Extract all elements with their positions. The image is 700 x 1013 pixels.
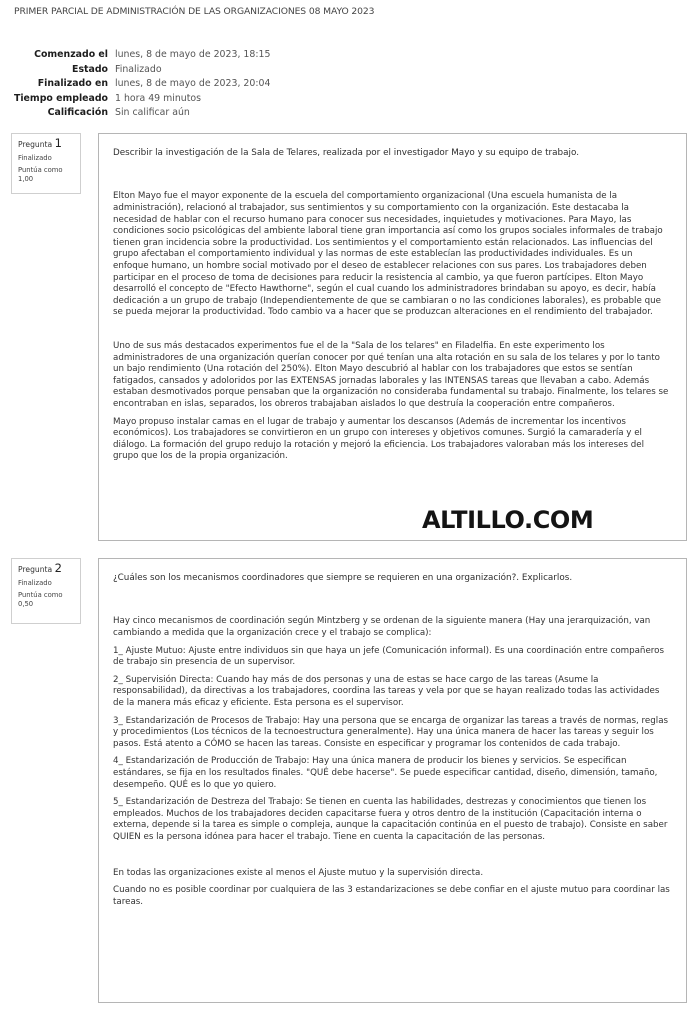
- summary-label: Calificación: [47, 107, 108, 119]
- question-label: Pregunta: [18, 140, 53, 149]
- question-2-info: [11, 558, 81, 624]
- grade-value: 0,50: [18, 600, 34, 608]
- answer-paragraph: En todas las organizaciones existe al menos el Ajuste mutuo y la supervisión directa.: [113, 867, 484, 878]
- watermark-logo: ALTILLO.COM: [422, 506, 594, 534]
- summary-label: Finalizado en: [37, 78, 108, 90]
- answer-paragraph: 1_ Ajuste Mutuo: Ajuste entre individuos sin que haya un jefe (Comunicación informal). Es una coordinación entre compañeros de trabajo sin presencia de un supervisor.: [113, 645, 665, 668]
- answer-paragraph: Uno de sus más destacados experimentos fue el de la "Sala de los telares" en Filadelfia. En este experimento los administradores de una organización querían conocer por qué tenían una alta rotación en su sala de los telares y por lo tanto un bajo rendimiento (Una rotación del 250%). Elton Mayo descubrió al hablar con los trabajadores que estos se sentían fatigados, cansados y adoloridos por las EXTENSAS jornadas laborales y las INTENSAS tareas que llevaban a cabo. Además estaban desmotivados porque pensaban que la organización no consideraba fundamental su trabajo. Finalmente, los telares se encontraban en islas, separados, los obreros trabajaban aislados lo que destruía la cooperación entre compañeros.: [113, 340, 669, 409]
- question-grade: [18, 591, 75, 609]
- summary-value: lunes, 8 de mayo de 2023, 18:15: [115, 49, 271, 60]
- attempt-summary: [0, 48, 700, 121]
- question-text: Describir la investigación de la Sala de Telares, realizada por el investigador Mayo y su equipo de trabajo.: [113, 148, 580, 158]
- question-2-content: [98, 558, 687, 1003]
- question-state: Finalizado: [18, 154, 52, 162]
- grade-value: 1,00: [18, 175, 34, 183]
- summary-label: Estado: [72, 63, 108, 75]
- answer-paragraph: 3_ Estandarización de Procesos de Trabajo: Hay una persona que se encarga de organizar las tareas a través de normas, reglas y procedimientos (Los técnicos de la tecnoestructura generalmente). Hay una única manera de hacer las tareas y seguir los pasos. Está atento a CÓMO se hacen las tareas. Consiste en especificar y programar los contenidos de cada trabajo.: [113, 715, 669, 749]
- answer-paragraph: 4_ Estandarización de Producción de Trabajo: Hay una única manera de producir los bienes y servicios. Se especifican estándares, se fija en los resultados finales. "QUÉ debe hacerse". Se puede especificar cantidad, diseño, dimensión, tamaño, desempeño. QUÉ es lo que yo quiero.: [113, 756, 658, 790]
- answer-text: [113, 616, 670, 908]
- summary-label: Tiempo empleado: [13, 92, 108, 104]
- question-state: Finalizado: [18, 579, 52, 587]
- question-1-content: [98, 133, 687, 541]
- answer-paragraph: 2_ Supervisión Directa: Cuando hay más de dos personas y una de estas se hace cargo de las tareas (Asume la responsabilidad), da directivas a los trabajadores, coordina las tareas y vela por que se hayan realizado todas las actividades de la manera más eficaz y eficiente. Esta persona es el supervisor.: [113, 674, 660, 708]
- question-number: [18, 138, 75, 150]
- summary-row-grade: [0, 106, 700, 121]
- answer-paragraph: Cuando no es posible coordinar por cualquiera de las 3 estandarizaciones se debe confiar en el ajuste mutuo para coordinar las tareas.: [113, 885, 670, 907]
- page-title: PRIMER PARCIAL DE ADMINISTRACIÓN DE LAS ORGANIZACIONES 08 MAYO 2023: [14, 6, 375, 17]
- answer-paragraph: 5_ Estandarización de Destreza del Trabajo: Se tienen en cuenta las habilidades, destrezas y conocimientos que tienen los empleados. Muchos de los trabajadores deciden capacitarse fuera y otros dentro de la institución (Capacitación interna o externa, depende si la tarea es simple o compleja, aunque la capacitación continúa en el puesto de trabajo). Consiste en saber QUIEN es la persona idónea para hacer el trabajo. Tiene en cuenta la capacitación de las personas.: [113, 797, 668, 842]
- summary-value: Finalizado: [115, 63, 162, 75]
- question-grade: [18, 166, 75, 184]
- question-number-value: 2: [54, 561, 62, 575]
- summary-row-time-taken: [0, 92, 700, 107]
- summary-label: Comenzado el: [34, 49, 108, 60]
- summary-row-finished: [0, 77, 700, 92]
- grade-label: Puntúa como: [18, 591, 63, 599]
- answer-paragraph: Mayo propuso instalar camas en el lugar de trabajo y aumentar los descansos (Además de incrementar los incentivos económicos). Los trabajadores se convirtieron en un grupo con intereses y objetivos comunes. Surgió la camaradería y el diálogo. La formación del grupo redujo la rotación y mejoró la eficiencia. Los trabajadores valoraban más los intereses del grupo que los de la propia organización.: [113, 416, 645, 462]
- question-label: Pregunta: [18, 565, 53, 574]
- question-1-info: [11, 133, 81, 194]
- summary-row-state: [0, 63, 700, 78]
- summary-value: 1 hora 49 minutos: [115, 92, 202, 104]
- grade-label: Puntúa como: [18, 166, 63, 174]
- summary-value: lunes, 8 de mayo de 2023, 20:04: [115, 78, 271, 90]
- answer-paragraph: Hay cinco mecanismos de coordinación según Mintzberg y se ordenan de la siguiente manera (Hay una jerarquización, van cambiando a medida que la organización crece y el trabajo se complica):: [113, 616, 651, 638]
- answer-paragraph: Elton Mayo fue el mayor exponente de la escuela del comportamiento organizacional (Una escuela humanista de la administración), relacionó al trabajador, sus sentimientos y su comportamiento con la organización. Este destacaba la necesidad de hablar con el recurso humano para conocer sus necesidades, inquietudes y motivaciones. Para Mayo, las condiciones socio psicológicas del ambiente laboral tiene gran importancia así como los grupos sociales informales de trabajo tienen gran incidencia sobre la productividad. Los sentimientos y el comportamiento están relacionados. Las influencias del grupo afectaban el comportamiento individual y las normas de este establecían las productividades individuales. Es un enfoque humano, un hombre social motivado por el deseo de establecer relaciones con sus pares. Los trabajadores deben participar en el proceso de toma de decisiones para reducir la resistencia al cambio, ya que fueron partícipes. Elton Mayo desarrolló el concepto de "Efecto Hawthorne", según el cual cuando los administradores brindaban su apoyo, es decir, había dedicación a un grupo de trabajo (Independientemente de que se cambiaran o no las condiciones laborales), es probable que se pueda mejorar la productividad. Todo cambio va a hacer que se produzcan alteraciones en el rendimiento del trabajador.: [113, 191, 663, 318]
- question-number-value: 1: [54, 136, 62, 150]
- summary-value: Sin calificar aún: [115, 107, 190, 119]
- question-number: [18, 563, 75, 575]
- summary-row-started: [0, 48, 700, 63]
- question-text: ¿Cuáles son los mecanismos coordinadores que siempre se requieren en una organización?. Explicarlos.: [113, 573, 573, 583]
- answer-text: [113, 191, 670, 462]
